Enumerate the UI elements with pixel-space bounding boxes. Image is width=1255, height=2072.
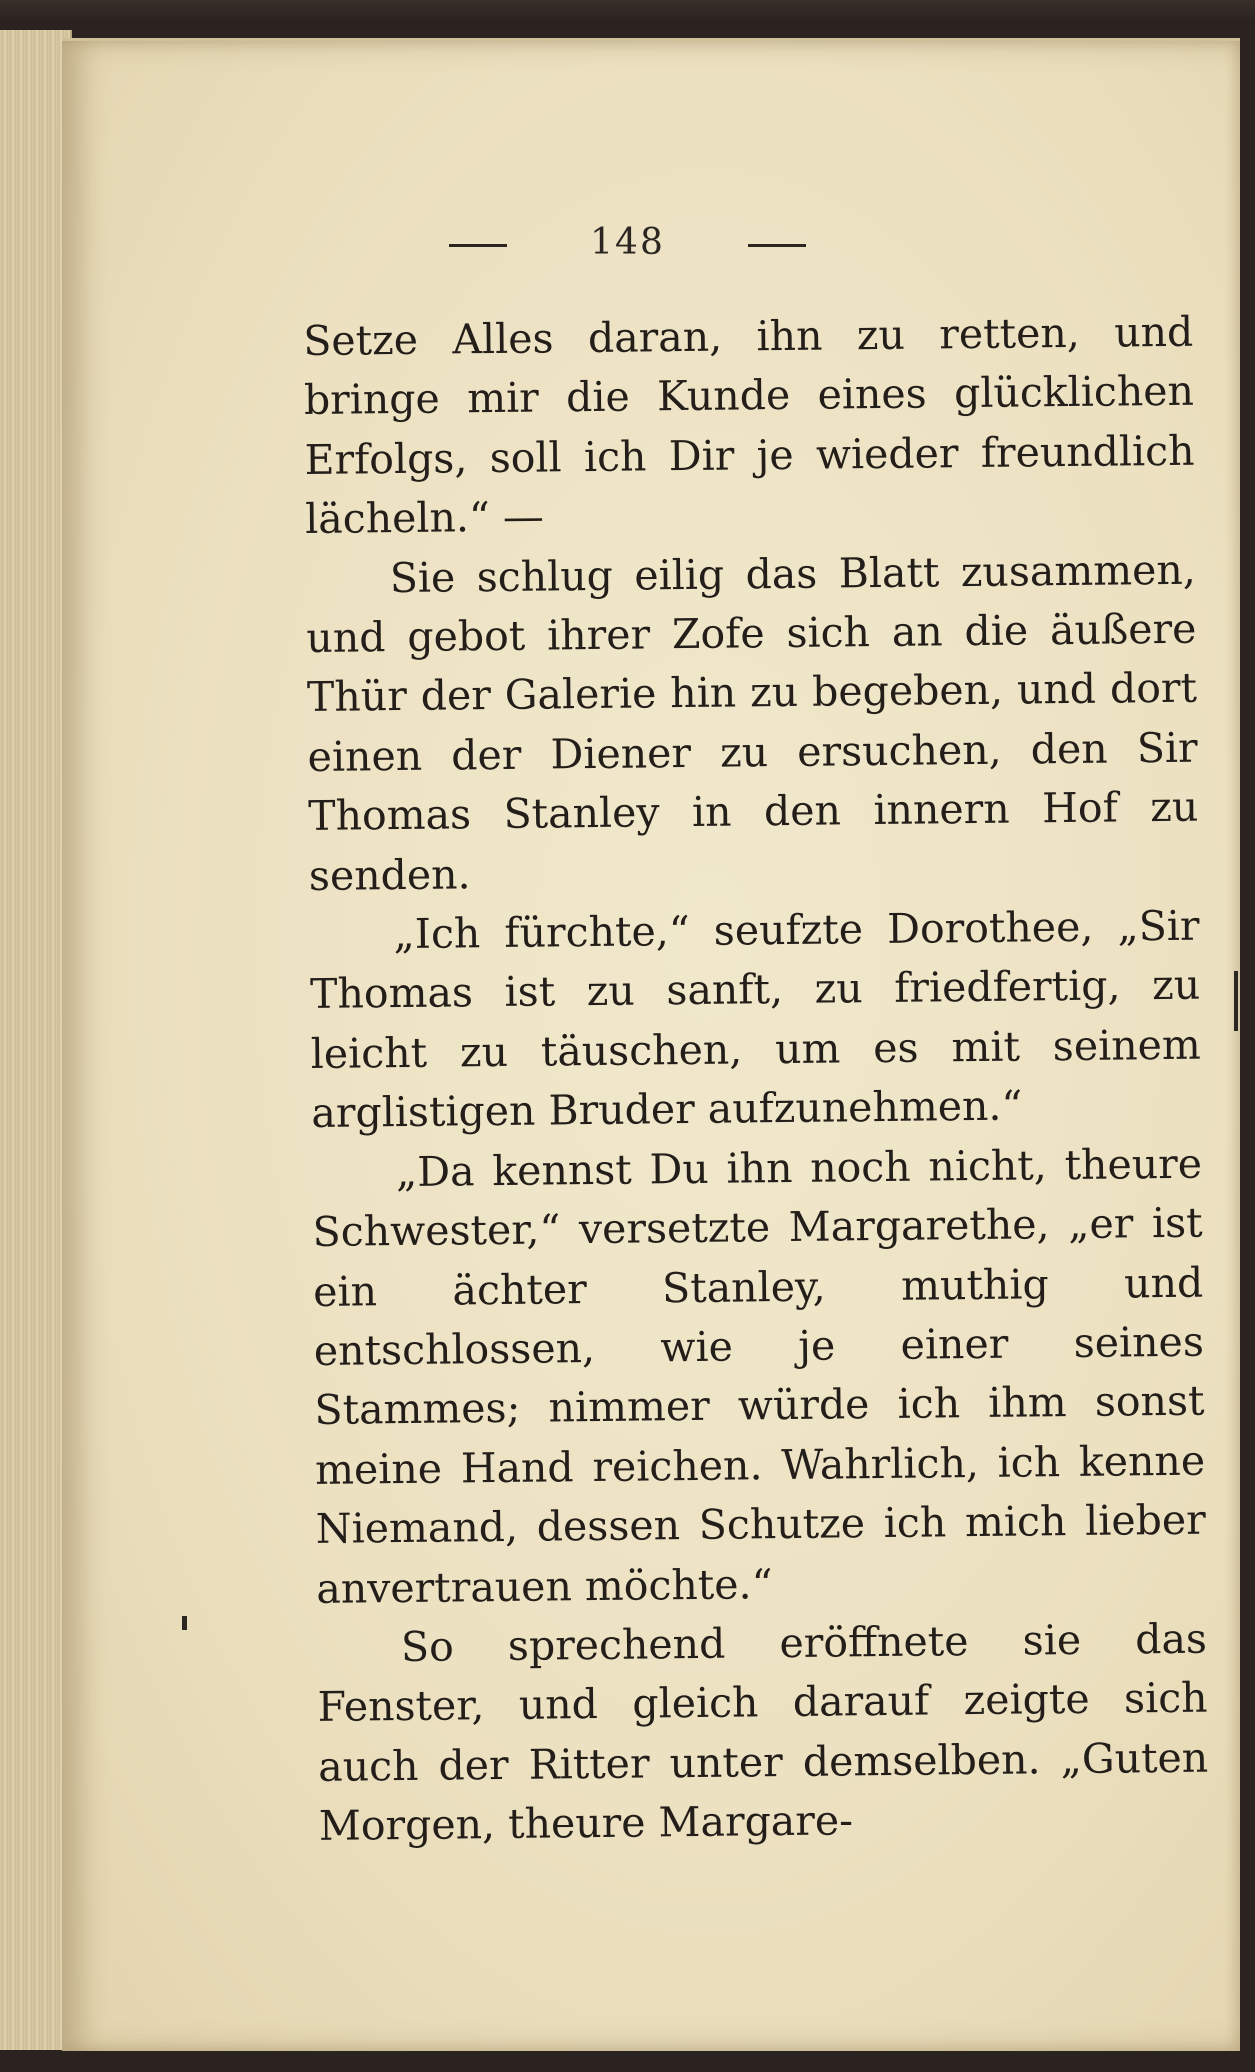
- page-header: [0, 222, 1255, 263]
- margin-mark: [182, 1616, 187, 1630]
- page-number: 148: [590, 222, 665, 263]
- paragraph: „Da kennst Du ihn noch nicht, theure Schwester,“ versetzte Margarethe, „er ist ein ächter Stanley, muthig und entschlossen, wie je einer seines Stammes; nimmer würde ich ihm sonst meine Hand reichen. Wahrlich, ich kenne Niemand, dessen Schutze ich mich lieber anvertrauen möchte.“: [312, 1139, 1206, 1613]
- header-dash-right: [748, 244, 806, 247]
- paragraph: Setze Alles daran, ihn zu retten, und bringe mir die Kunde eines glücklichen Erfolgs, soll ich Dir je wieder freundlich lächeln.“ —: [303, 307, 1195, 544]
- paragraph: Sie schlug eilig das Blatt zusammen, und gebot ihrer Zofe sich an die äußere Thür der Galerie hin zu begeben, und dort einen der Diener zu ersuchen, den Sir Thomas Stanley in den innern Hof zu senden.: [306, 545, 1199, 900]
- body-text: [303, 303, 1209, 1857]
- margin-mark: [1234, 971, 1238, 1031]
- paragraph: „Ich fürchte,“ seufzte Dorothee, „Sir Thomas ist zu sanft, zu friedfertig, zu leicht zu täuschen, um es mit seinem arglistigen Bruder aufzunehmen.“: [309, 901, 1201, 1138]
- header-dash-left: [449, 244, 507, 247]
- paragraph: So sprechend eröffnete sie das Fenster, und gleich darauf zeigte sich auch der Ritter unter demselben. „Guten Morgen, theure Margare-: [317, 1614, 1209, 1851]
